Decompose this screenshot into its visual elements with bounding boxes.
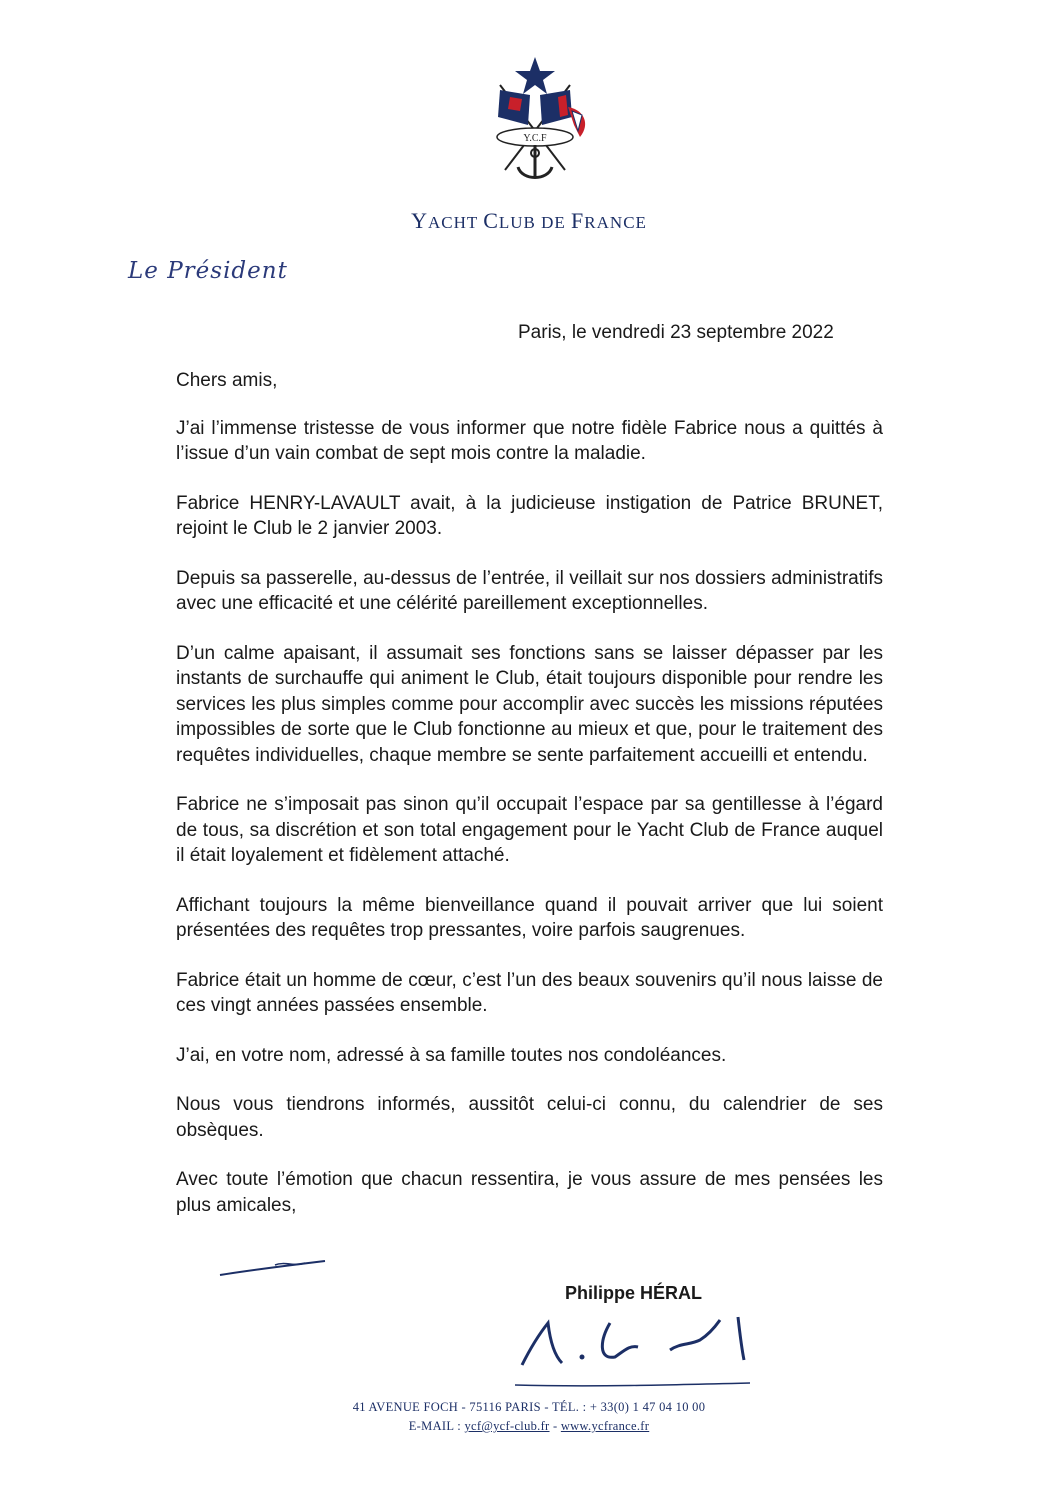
footer-contact: E-MAIL : ycf@ycf-club.fr - www.ycfrance.fr xyxy=(408,1419,650,1433)
paragraph: Nous vous tiendrons informés, aussitôt celui-ci connu, du calendrier de ses obsèques. xyxy=(176,1094,883,1141)
paragraph: Avec toute l’émotion que chacun ressentira, je vous assure de mes pensées les plus amicales, xyxy=(176,1169,883,1216)
footer-address: 41 AVENUE FOCH - 75116 PARIS - TÉL. : + 33(0) 1 47 04 10 00 xyxy=(352,1400,706,1414)
signatory-name: Philippe HÉRAL xyxy=(565,1283,703,1303)
handwritten-signature xyxy=(510,1305,760,1395)
date-line: Paris, le vendredi 23 septembre 2022 xyxy=(518,322,834,343)
club-logo xyxy=(470,55,600,190)
paragraph: J’ai l’immense tristesse de vous informer que notre fidèle Fabrice nous a quittés à l’issue d’un vain combat de sept mois contre la maladie. xyxy=(176,417,883,464)
salutation: Chers amis, xyxy=(176,370,278,391)
paragraph: Affichant toujours la même bienveillance quand il pouvait arriver que lui soient présentées des requêtes trop pressantes, voire parfois saugrenues. xyxy=(176,894,883,941)
paragraph: Fabrice HENRY-LAVAULT avait, à la judicieuse instigation de Patrice BRUNET, rejoint le Club le 2 janvier 2003. xyxy=(176,492,883,539)
email-link[interactable]: ycf@ycf-club.fr xyxy=(464,1419,550,1433)
paragraph: Depuis sa passerelle, au-dessus de l’entrée, il veillait sur nos dossiers administratifs avec une efficacité et une célérité pareillement exceptionnelles. xyxy=(176,567,883,614)
website-link[interactable]: www.ycfrance.fr xyxy=(560,1419,650,1433)
paragraph: D’un calme apaisant, il assumait ses fonctions sans se laisser dépasser par les instants de surchauffe qui animent le Club, était toujours disponible pour rendre les services les plus simples comme pour accomplir avec succès les missions réputées impossibles de sorte que le Club fonctionne au mieux et que, pour le traitement des requêtes individuelles, chaque membre se sente parfaitement accueilli et entendu. xyxy=(176,642,883,766)
logo-text: Y.C.F xyxy=(523,133,547,144)
president-label: Le Président xyxy=(128,258,288,284)
paragraph: Fabrice était un homme de cœur, c’est l’un des beaux souvenirs qu’il nous laisse de ces vingt années passées ensemble. xyxy=(176,969,883,1016)
paragraph: Fabrice ne s’imposait pas sinon qu’il occupait l’espace par sa gentillesse à l’égard de tous, sa discrétion et son total engagement pour le Yacht Club de France auquel il était loyalement et fidèlement attaché. xyxy=(176,794,883,866)
paragraph: J’ai, en votre nom, adressé à sa famille toutes nos condoléances. xyxy=(176,1044,727,1066)
pen-scribble xyxy=(215,1253,330,1281)
letter-body xyxy=(176,368,883,1242)
club-name: YACHT CLUB DE FRANCE xyxy=(411,208,647,233)
footer xyxy=(0,1398,1058,1436)
